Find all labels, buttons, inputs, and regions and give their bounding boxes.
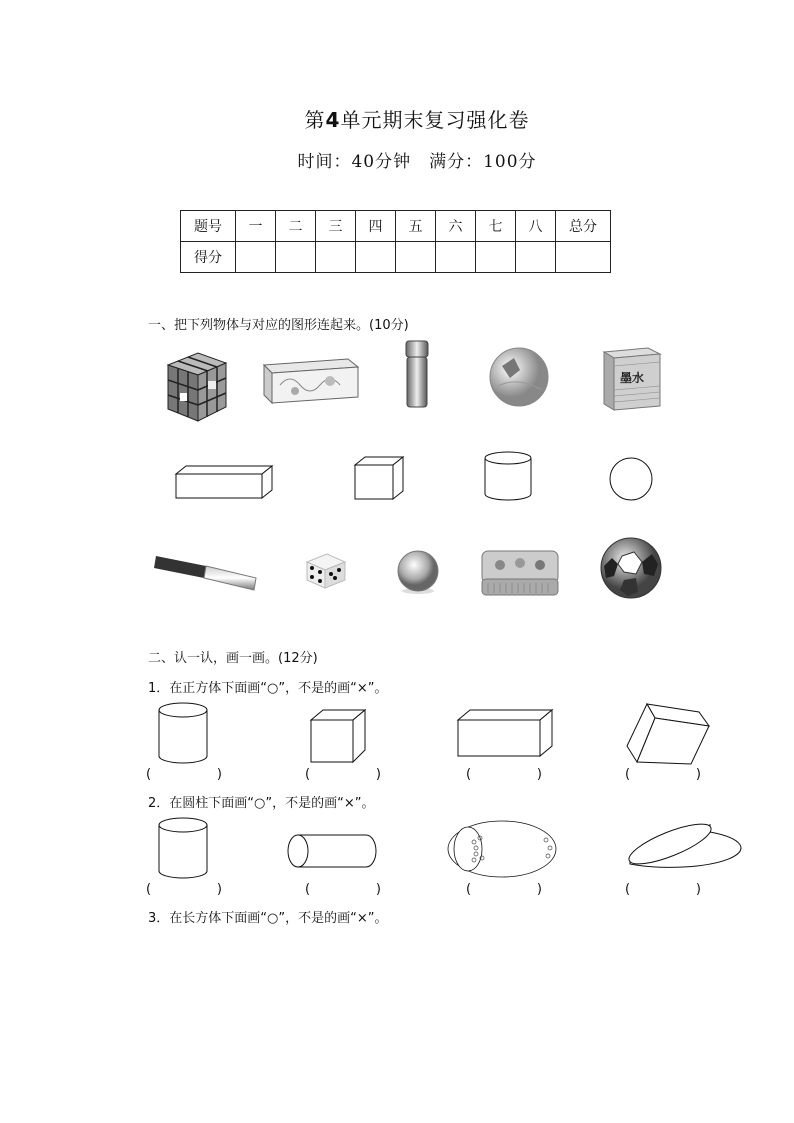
cylinder-shape: [156, 700, 210, 766]
cylinder-shape: [156, 815, 210, 881]
table-cell: 八: [516, 211, 556, 242]
glass-ball-image[interactable]: [393, 549, 443, 597]
question-2-text: 2．在圆柱下面画“○”，不是的画“×”。: [148, 796, 375, 811]
table-cell: 七: [476, 211, 516, 242]
soccer-ball-image[interactable]: [598, 536, 664, 600]
score-input-cell[interactable]: [476, 242, 516, 273]
tin-box-image[interactable]: [478, 545, 562, 599]
score-input-cell[interactable]: [556, 242, 611, 273]
table-cell: 总分: [556, 211, 611, 242]
answer-parentheses[interactable]: ( ): [625, 767, 701, 782]
cube-shape[interactable]: [353, 455, 407, 503]
table-cell: 四: [356, 211, 396, 242]
tissue-box-image[interactable]: [260, 355, 360, 407]
answer-parentheses[interactable]: ( ): [305, 767, 381, 782]
answer-parentheses[interactable]: ( ): [466, 882, 542, 897]
score-table: [180, 210, 611, 273]
section-1-heading: 一、把下列物体与对应的图形连起来。(10分): [148, 318, 409, 333]
table-cell: 一: [236, 211, 276, 242]
ball-image[interactable]: [488, 346, 550, 408]
score-input-cell[interactable]: [436, 242, 476, 273]
ink-box-label: 墨水: [620, 371, 645, 385]
table-cell: 二: [276, 211, 316, 242]
ink-box-image[interactable]: [600, 346, 664, 412]
flat-ring-shape: [626, 812, 714, 876]
cube-shape: [309, 708, 367, 764]
cylinder-shape[interactable]: [483, 450, 533, 502]
cuboid-shape[interactable]: [174, 462, 276, 502]
oval-tube-shape: [446, 818, 558, 880]
score-input-cell[interactable]: [516, 242, 556, 273]
table-cell: 六: [436, 211, 476, 242]
answer-parentheses[interactable]: ( ): [146, 767, 222, 782]
score-table-score-row: [181, 242, 611, 273]
answer-parentheses[interactable]: ( ): [305, 882, 381, 897]
sphere-shape[interactable]: [608, 456, 654, 502]
section-2-heading: 二、认一认，画一画。(12分): [148, 651, 318, 666]
table-cell: 题号: [181, 211, 236, 242]
table-cell: 五: [396, 211, 436, 242]
exam-time-and-score: 时间：40分钟 满分：100分: [297, 152, 537, 172]
score-input-cell[interactable]: [276, 242, 316, 273]
dice-image[interactable]: [303, 550, 349, 590]
score-input-cell[interactable]: [396, 242, 436, 273]
thermos-image[interactable]: [402, 337, 432, 411]
score-input-cell[interactable]: [356, 242, 396, 273]
marker-pen-image[interactable]: [152, 550, 260, 594]
question-1-text: 1．在正方体下面画“○”，不是的画“×”。: [148, 681, 388, 696]
answer-parentheses[interactable]: ( ): [466, 767, 542, 782]
score-table-header-row: [181, 211, 611, 242]
score-input-cell[interactable]: [316, 242, 356, 273]
answer-parentheses[interactable]: ( ): [625, 882, 701, 897]
rubiks-cube-image[interactable]: [160, 345, 232, 425]
answer-parentheses[interactable]: ( ): [146, 882, 222, 897]
horizontal-cylinder-shape: [286, 832, 380, 870]
question-3-text: 3．在长方体下面画“○”，不是的画“×”。: [148, 911, 388, 926]
score-input-cell[interactable]: [236, 242, 276, 273]
cuboid-shape: [456, 708, 554, 760]
table-cell: 得分: [181, 242, 236, 273]
page-title: 第4单元期末复习强化卷: [304, 108, 530, 132]
slanted-box-shape: [625, 700, 711, 766]
table-cell: 三: [316, 211, 356, 242]
unit-number: 4: [325, 108, 341, 132]
